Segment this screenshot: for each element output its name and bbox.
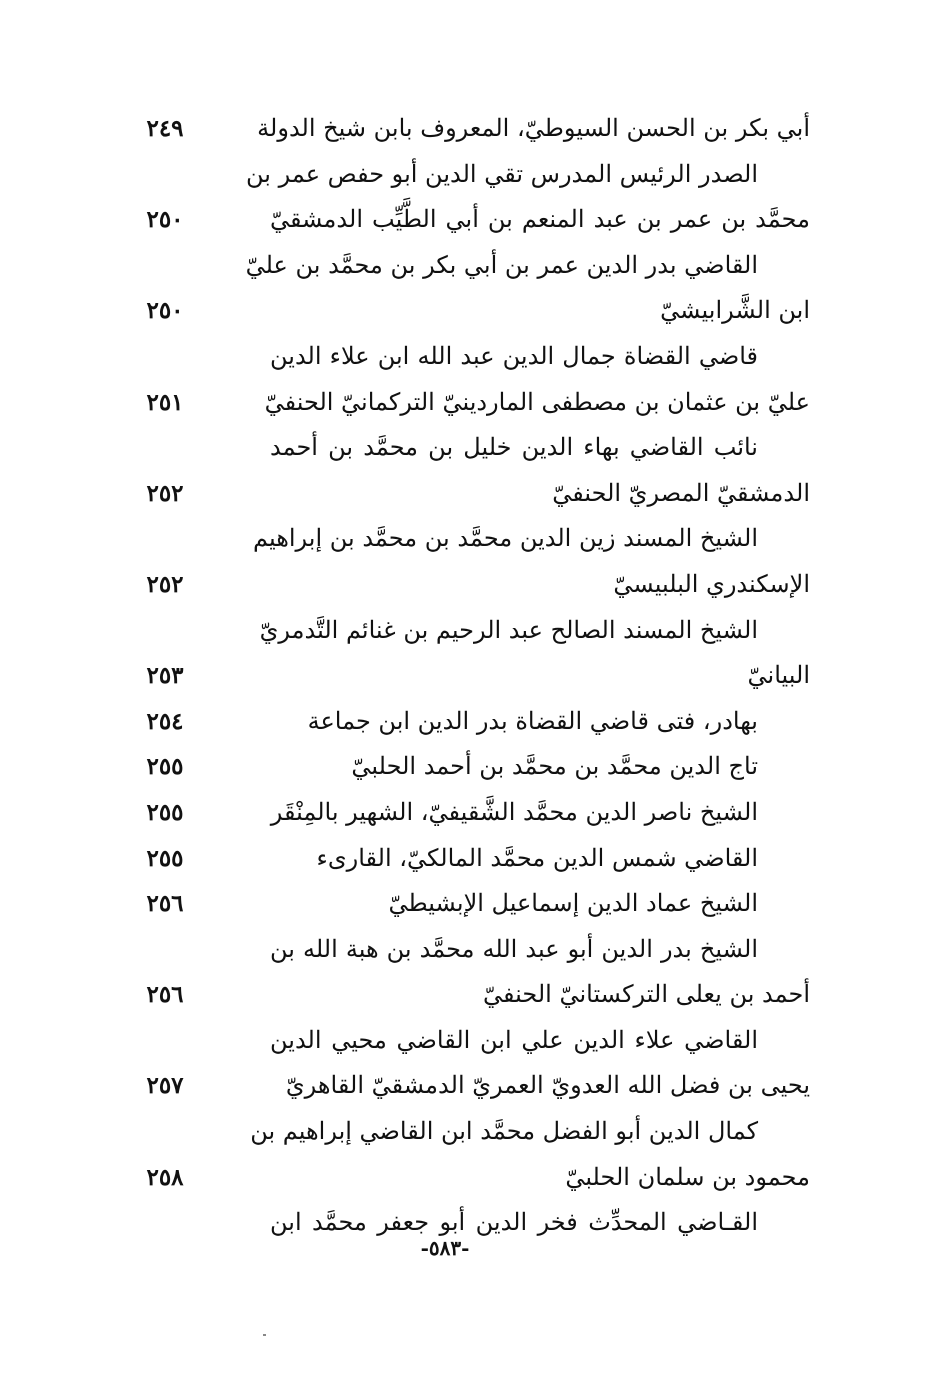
toc-line: [130, 881, 810, 927]
entry-text: محمَّد بن عمر بن عبد المنعم بن أبي الطَّيِّب الدمشقيّ: [270, 205, 810, 234]
toc-line: [130, 471, 810, 517]
toc-line: [130, 1155, 810, 1201]
toc-line: [130, 836, 810, 882]
toc-line: [130, 1109, 810, 1155]
toc-line: [130, 608, 810, 654]
entry-text: عليّ بن عثمان بن مصطفى الماردينيّ التركمانيّ الحنفيّ: [264, 387, 810, 416]
entry-text: الشيخ عماد الدين إسماعيل الإبشيطيّ: [388, 889, 758, 918]
entry-page-number: ٢٥٣: [146, 662, 184, 690]
entry-page-number: ٢٥٥: [146, 844, 184, 872]
entry-page-number: ٢٤٩: [146, 115, 184, 142]
entry-text: قاضي القضاة جمال الدين عبد الله ابن علاء الدين: [270, 341, 758, 370]
entry-text: الصدر الرئيس المدرس تقي الدين أبو حفص عمر بن: [246, 159, 758, 188]
entry-text: يحيى بن فضل الله العدويّ العمريّ الدمشقيّ القاهريّ: [285, 1071, 810, 1100]
entry-text: الشيخ المسند زين الدين محمَّد بن محمَّد بن إبراهيم: [253, 524, 758, 553]
entry-page-number: ٢٥١: [146, 388, 184, 416]
entry-text: ابن الشَّرابيشيّ: [660, 296, 810, 325]
entry-page-number: ٢٥٠: [146, 206, 184, 234]
entry-text: الدمشقيّ المصريّ الحنفيّ: [552, 478, 810, 507]
entry-page-number: ٢٥٨: [146, 1163, 184, 1191]
entry-text: بهادر، فتى قاضي القضاة بدر الدين ابن جماعة: [307, 706, 758, 735]
entry-page-number: ٢٥٦: [146, 890, 184, 918]
toc-line: [130, 334, 810, 380]
entry-text: محمود بن سلمان الحلبيّ: [565, 1162, 810, 1191]
entry-text: القاضي بدر الدين عمر بن أبي بكر بن محمَّد بن عليّ: [245, 250, 758, 279]
entry-page-number: ٢٥٢: [146, 479, 184, 507]
entry-text: القاضي علاء الدين علي ابن القاضي محيي الدين: [270, 1025, 758, 1054]
entry-text: القاضي شمس الدين محمَّد المالكيّ، القارىء: [316, 843, 758, 872]
table-of-contents: [130, 106, 810, 1246]
toc-line: [130, 197, 810, 243]
toc-line: [130, 516, 810, 562]
toc-line: [130, 243, 810, 289]
entry-page-number: ٢٥٥: [146, 798, 184, 826]
entry-text: الإسكندري البلبيسيّ: [613, 569, 810, 598]
toc-line: [130, 425, 810, 471]
toc-line: [130, 1063, 810, 1109]
entry-page-number: ٢٥٢: [146, 570, 184, 598]
entry-page-number: ٢٥٤: [146, 707, 184, 735]
entry-text: الشيخ ناصر الدين محمَّد الشَّقيفيّ، الشهير بالمِنْقَر: [270, 797, 758, 826]
toc-line: [130, 152, 810, 198]
entry-page-number: ٢٥٦: [146, 981, 184, 1009]
entry-text: الشيخ المسند الصالح عبد الرحيم بن غنائم التَّدمريّ: [259, 615, 758, 644]
paper-speck: [263, 1334, 266, 1336]
entry-text: الشيخ بدر الدين أبو عبد الله محمَّد بن هبة الله بن: [270, 934, 758, 963]
toc-line: [130, 380, 810, 426]
entry-text: البيانيّ: [747, 661, 810, 690]
toc-line: [130, 790, 810, 836]
entry-text: أبي بكر بن الحسن السيوطيّ، المعروف بابن شيخ الدولة: [257, 114, 810, 142]
toc-line: [130, 699, 810, 745]
entry-text: تاج الدين محمَّد بن محمَّد بن أحمد الحلبيّ: [351, 752, 758, 781]
toc-line: [130, 562, 810, 608]
toc-line: [130, 106, 810, 152]
entry-page-number: ٢٥٠: [146, 297, 184, 325]
entry-page-number: ٢٥٧: [146, 1072, 184, 1100]
toc-line: [130, 927, 810, 973]
entry-text: القـاضي المحدِّث فخر الدين أبو جعفر محمَّد ابن: [270, 1208, 758, 1237]
toc-line: [130, 653, 810, 699]
toc-line: [130, 744, 810, 790]
toc-line: [130, 972, 810, 1018]
entry-page-number: ٢٥٥: [146, 753, 184, 781]
toc-line: [130, 288, 810, 334]
page-number: -٥٨٣-: [420, 1236, 470, 1260]
entry-text: أحمد بن يعلى التركستانيّ الحنفيّ: [482, 980, 810, 1009]
entry-text: كمال الدين أبو الفضل محمَّد ابن القاضي إبراهيم بن: [250, 1117, 758, 1146]
entry-text: نائب القاضي بهاء الدين خليل بن محمَّد بن أحمد: [270, 433, 758, 462]
toc-line: [130, 1018, 810, 1064]
